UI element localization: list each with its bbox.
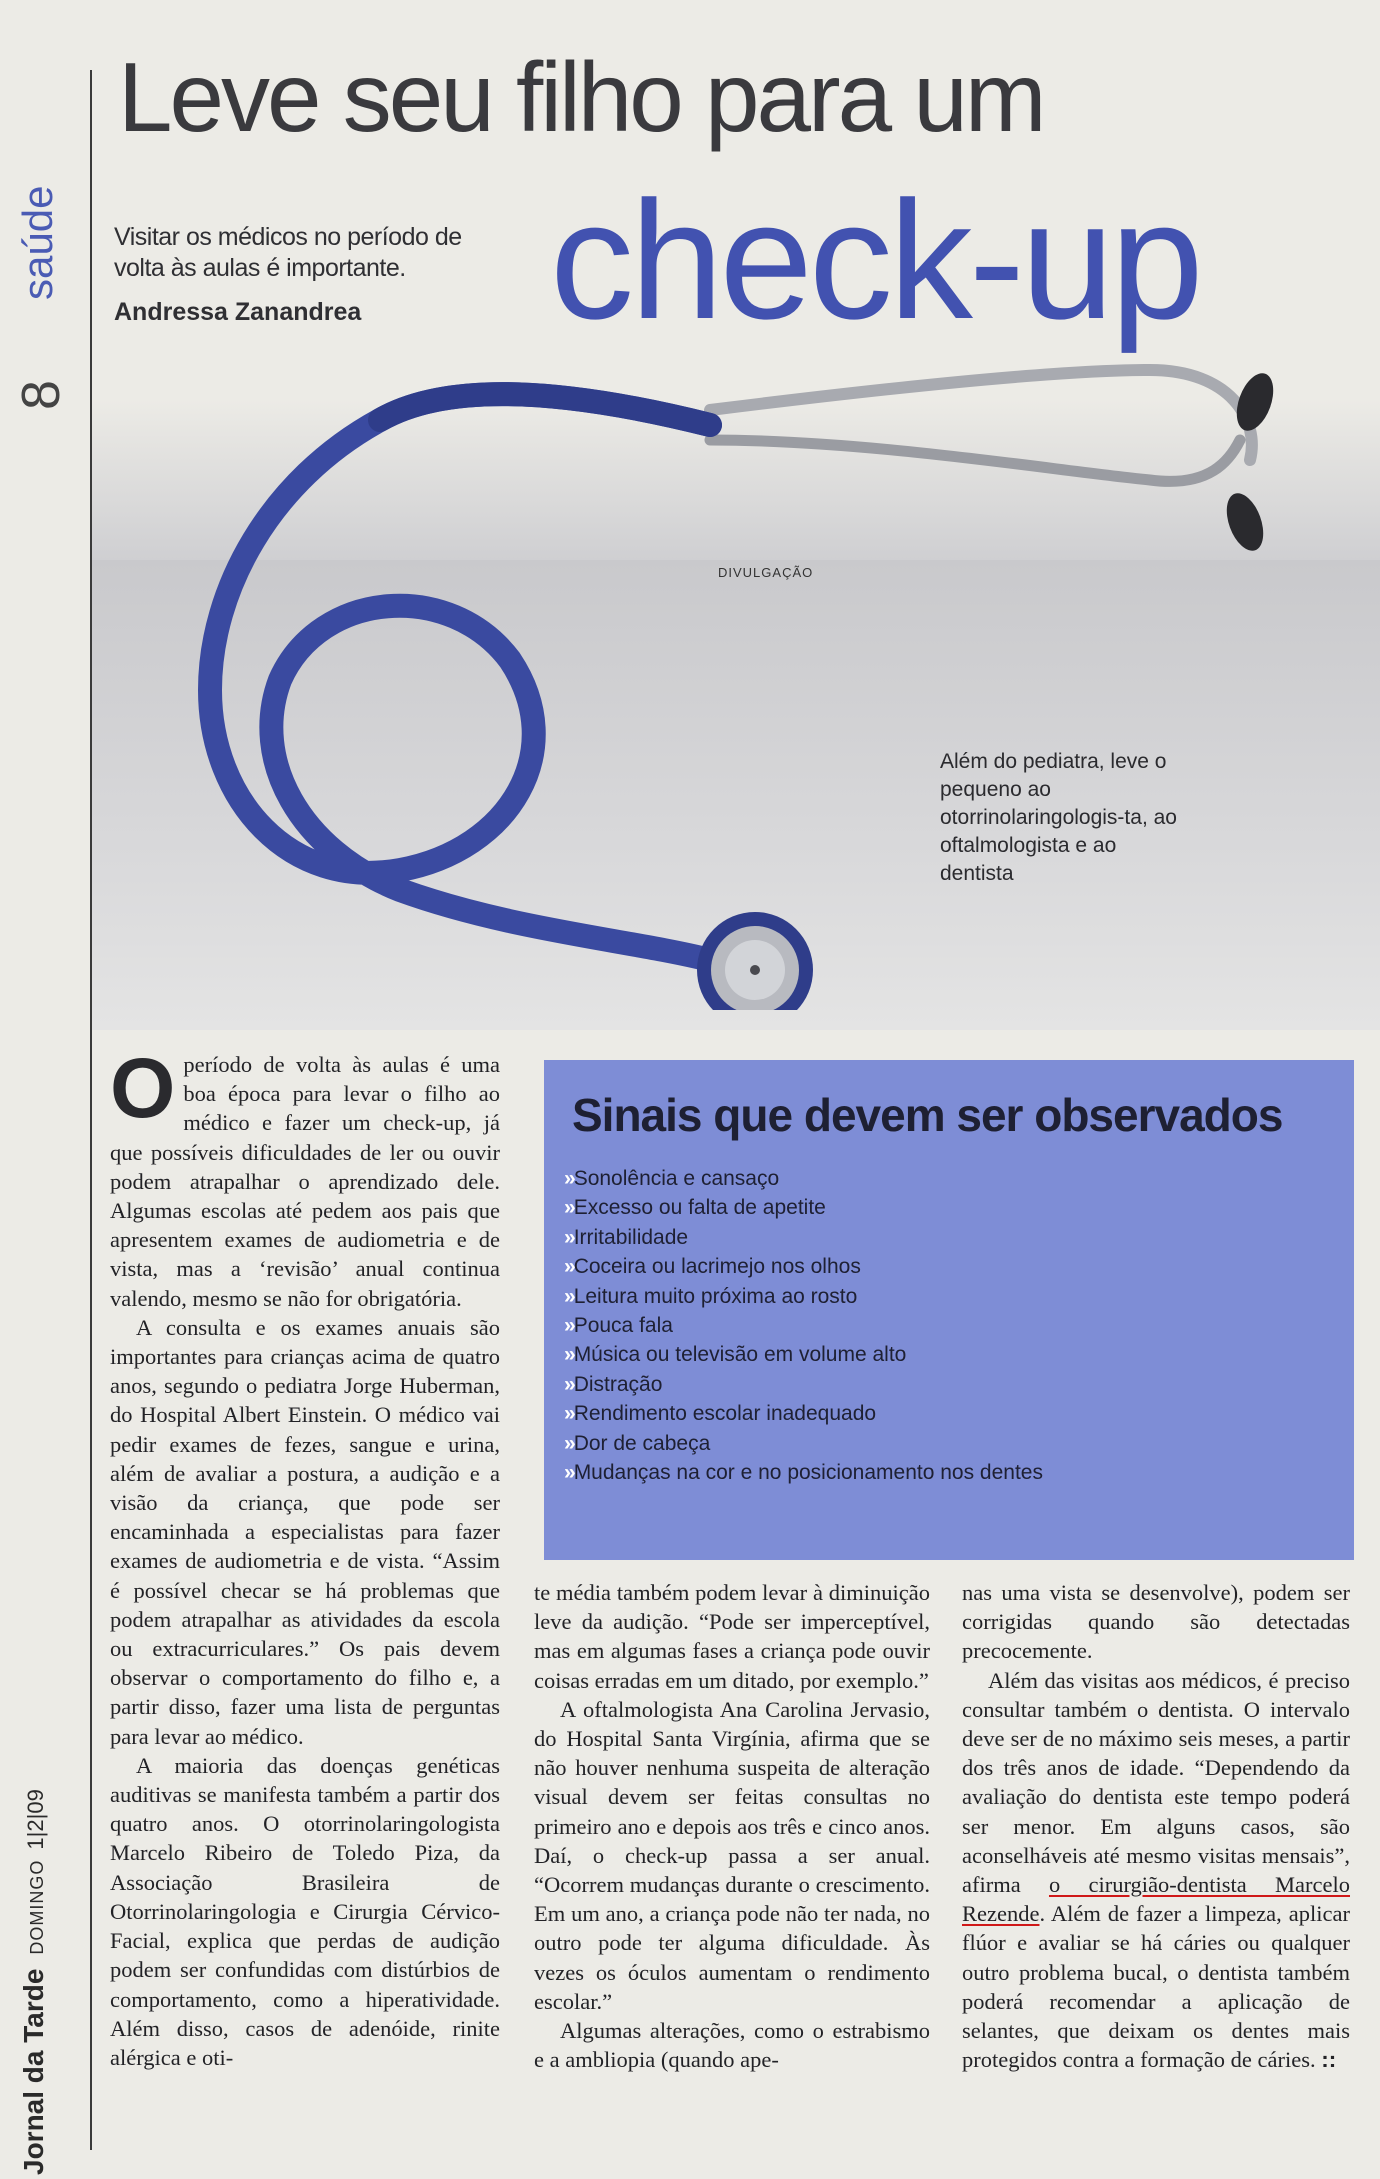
stethoscope-binaural-lower [710,440,1240,481]
article-paragraph: nas uma vista se desenvolve), podem ser corrigidas quando são detectadas precocemente. [962,1580,1350,1664]
signs-list-item-text: Rendimento escolar inadequado [573,1402,877,1426]
bullet-arrow-icon: » [564,1431,572,1455]
signs-list-item [564,1282,1354,1311]
signs-list-item-text: Pouca fala [573,1314,673,1338]
paragraph-text: Além das visitas aos médicos, é preciso consultar também o dentista. O intervalo deve ser de no máximo seis meses, a partir dos três anos de idade. “Dependendo da avaliação do dentista este tempo poderá ser menor. Em alguns casos, são aconselháveis até mesmo visitas mensais”, afirma [962,1667,1350,1898]
stethoscope-tube [210,394,710,960]
bullet-arrow-icon: » [564,1461,572,1485]
bullet-arrow-icon: » [564,1343,572,1367]
paragraph-text: período de volta às aulas é uma boa época para levar o filho ao médico e fazer um check-up, já que possíveis dificuldades de ler ou ouvir podem atrapalhar o aprendizado dele. Algumas escolas até pedem aos pais que apresentem exames de audiometria e de vista, mas a ‘revisão’ anual continua valendo, mesmo se não for obrigatória. [110,1052,500,1311]
signs-list-item-text: Mudanças na cor e no posicionamento nos dentes [573,1461,1043,1485]
signs-list-item-text: Sonolência e cansaço [573,1167,780,1190]
article-paragraph [110,1041,500,1313]
signs-list-item [564,1223,1354,1252]
signs-list-item [564,1193,1354,1222]
signs-box [544,1060,1354,1560]
signs-list-item-text: Leitura muito próxima ao rosto [573,1284,858,1308]
paper-date: 1|2|09 [23,1789,48,1850]
stethoscope-image [150,330,1290,1010]
signs-list-item-text: Irritabilidade [573,1225,689,1249]
end-mark-icon: :: [1321,2047,1337,2073]
bullet-arrow-icon: » [564,1167,572,1190]
signs-list-item [564,1164,1354,1193]
paragraph-text: . Além de fazer a limpeza, aplicar flúor e avaliar se há cáries ou qualquer outro problema bucal, o dentista também poderá recomendar a aplicação de selantes, que deixam os dentes mais protegidos contra a formação de cáries. [962,1901,1350,2073]
dropcap: O [110,1041,176,1135]
article-paragraph [962,1666,1350,2075]
signs-list [554,1164,1354,1487]
signs-list-item [564,1311,1354,1340]
bullet-arrow-icon: » [564,1402,572,1426]
signs-box-title: Sinais que devem ser observados [572,1089,1283,1141]
signs-list-item-text: Dor de cabeça [573,1431,711,1455]
photo-caption: Além do pediatra, leve o pequeno ao otorrinolaringologis-ta, ao oftalmologista e ao dentista [940,750,1177,885]
subhead: Visitar os médicos no período de volta às aulas é importante. [114,223,462,282]
article-paragraph: A oftalmologista Ana Carolina Jervasio, do Hospital Santa Virgínia, afirma que se não houver nenhuma suspeita de alteração visual devem ser feitas consultas no primeiro ano e depois aos três e cinco anos. Daí, o check-up passa a ser anual. “Ocorrem mudanças durante o crescimento. Em um ano, a criança pode não ter nada, no outro pode ter alguma dificuldade. Às vezes os óculos aumentam o rendimento escolar.” [534,1696,930,2014]
article-column-3 [962,1578,1350,2074]
article-paragraph: A maioria das doenças genéticas auditivas se manifesta também a partir dos quatro anos. O otorrinolaringologista Marcelo Ribeiro de Toledo Piza, da Associação Brasileira de Otorrinolaringologia e Cirurgia Cérvico-Facial, explica que perdas de audição podem ser confundidas com distúrbios de comportamento, como a hiperatividade. Além disso, casos de adenóide, rinite alérgica e oti- [110,1752,500,2070]
signs-list-item-text: Excesso ou falta de apetite [573,1196,826,1220]
bullet-arrow-icon: » [564,1255,572,1279]
article-column-2 [534,1578,930,2074]
paper-name: Jornal da Tarde [18,1968,49,2175]
paper-info [18,1789,50,2175]
headline-line2: check-up [550,166,1200,354]
page-number: 8 [11,379,71,410]
photo-credit: DIVULGAÇÃO [718,565,814,580]
stethoscope-eartip-lower [1220,488,1271,555]
article-paragraph: te média também podem levar à diminuição leve da audição. “Pode ser imperceptível, mas em algumas fases a criança pode ouvir coisas erradas em um ditado, por exemplo.” [534,1580,930,1693]
article-paragraph: A consulta e os exames anuais são importantes para crianças acima de quatro anos, segundo o pediatra Jorge Huberman, do Hospital Albert Einstein. O médico vai pedir exames de fezes, sangue e urina, além de avaliar a postura, a audição e a visão da criança, que pode ser encaminhada a especialistas para fazer exames de audiometria e de vista. “Assim é possível checar se há problemas que podem atrapalhar as atividades da escola ou extracurriculares.” Os pais devem observar o comportamento do filho e, a partir disso, fazer uma lista de perguntas para levar ao médico. [110,1314,500,1749]
bullet-arrow-icon: » [564,1284,572,1308]
signs-list-item [564,1252,1354,1281]
bullet-arrow-icon: » [564,1225,572,1249]
underlined-name: o cirurgião-dentista Marcelo Rezende [962,1872,1350,1927]
headline-line1: Leve seu filho para um [118,42,1044,152]
vertical-rule [90,70,92,2150]
bullet-arrow-icon: » [564,1196,572,1220]
section-label: saúde [14,185,61,300]
signs-list-item [564,1458,1354,1487]
byline: Andressa Zanandrea [114,298,362,326]
signs-list-item-text: Distração [573,1372,663,1396]
bullet-arrow-icon: » [564,1314,572,1338]
signs-list-item [564,1429,1354,1458]
bullet-arrow-icon: » [564,1372,572,1396]
signs-list-item [564,1370,1354,1399]
signs-list-item-text: Música ou televisão em volume alto [573,1343,907,1367]
article-column-1 [110,1041,500,2072]
signs-list-item [564,1340,1354,1369]
signs-list-item-text: Coceira ou lacrimejo nos olhos [573,1255,861,1279]
article-paragraph: Algumas alterações, como o estrabismo e a ambliopia (quando ape- [534,2018,930,2073]
paper-day: DOMINGO [27,1859,47,1955]
signs-list-item [564,1399,1354,1428]
